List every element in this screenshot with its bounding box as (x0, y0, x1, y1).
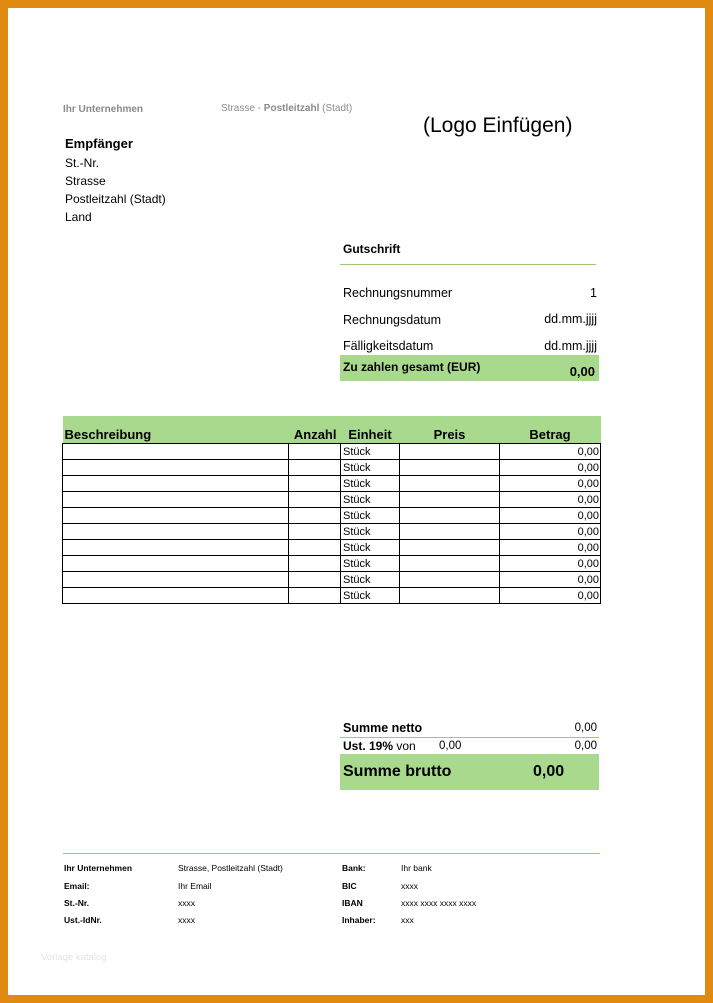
footer-vatid-label: Ust.-IdNr. (64, 915, 102, 925)
footer-holder: xxx (401, 915, 414, 925)
cell-description[interactable] (63, 476, 289, 492)
vat-value: 0,00 (574, 740, 597, 752)
col-header-unit: Einheit (341, 416, 400, 444)
footer-bic: xxxx (401, 881, 418, 891)
cell-price[interactable] (400, 556, 500, 572)
recipient-lines (65, 154, 166, 226)
invoice-number-label: Rechnungsnummer (343, 286, 453, 300)
header-postal: Postleitzahl (263, 103, 320, 114)
divider-line (340, 737, 599, 738)
header-city: (Stadt) (319, 103, 353, 114)
cell-price[interactable] (400, 508, 500, 524)
total-due-bar (340, 355, 599, 381)
cell-amount[interactable]: 0,00 (500, 572, 601, 588)
net-label: Summe netto (343, 721, 423, 735)
col-header-description: Beschreibung (63, 416, 289, 444)
recipient-line: St.-Nr. (65, 156, 100, 170)
table-row (63, 460, 601, 476)
invoice-number: 1 (590, 286, 597, 300)
col-header-quantity: Anzahl (289, 416, 341, 444)
cell-quantity[interactable] (289, 508, 341, 524)
cell-price[interactable] (400, 540, 500, 556)
footer-iban-label: IBAN (342, 898, 363, 908)
cell-description[interactable] (63, 492, 289, 508)
cell-amount[interactable]: 0,00 (500, 556, 601, 572)
vat-label: Ust. 19% (343, 739, 394, 753)
footer-vatid: xxxx (178, 915, 195, 925)
logo-placeholder: (Logo Einfügen) (423, 114, 573, 137)
vat-of: von (396, 739, 416, 753)
cell-description[interactable] (63, 572, 289, 588)
table-row (63, 540, 601, 556)
document-type: Gutschrift (343, 242, 401, 256)
cell-price[interactable] (400, 492, 500, 508)
items-table (62, 416, 601, 604)
cell-amount[interactable]: 0,00 (500, 524, 601, 540)
cell-description[interactable] (63, 556, 289, 572)
cell-amount[interactable]: 0,00 (500, 588, 601, 604)
recipient-line: Land (65, 210, 92, 224)
gross-value: 0,00 (533, 763, 565, 780)
cell-unit[interactable]: Stück (341, 508, 400, 524)
cell-price[interactable] (400, 476, 500, 492)
header-street: Strasse - (221, 103, 264, 114)
cell-quantity[interactable] (289, 492, 341, 508)
cell-quantity[interactable] (289, 524, 341, 540)
header-company: Ihr Unternehmen (63, 104, 144, 115)
footer-holder-label: Inhaber: (342, 915, 376, 925)
cell-description[interactable] (63, 524, 289, 540)
table-row (63, 588, 601, 604)
cell-description[interactable] (63, 540, 289, 556)
cell-quantity[interactable] (289, 588, 341, 604)
cell-unit[interactable]: Stück (341, 588, 400, 604)
cell-quantity[interactable] (289, 556, 341, 572)
header-address (221, 103, 352, 114)
table-row (63, 476, 601, 492)
cell-quantity[interactable] (289, 444, 341, 460)
footer-email: Ihr Email (178, 881, 212, 891)
cell-quantity[interactable] (289, 572, 341, 588)
cell-unit[interactable]: Stück (341, 460, 400, 476)
cell-unit[interactable]: Stück (341, 444, 400, 460)
cell-amount[interactable]: 0,00 (500, 540, 601, 556)
invoice-date: dd.mm.jjjj (544, 312, 597, 326)
table-row (63, 508, 601, 524)
divider-line (340, 264, 596, 265)
cell-description[interactable] (63, 460, 289, 476)
cell-price[interactable] (400, 444, 500, 460)
cell-description[interactable] (63, 508, 289, 524)
table-row (63, 492, 601, 508)
cell-description[interactable] (63, 444, 289, 460)
footer-taxno: xxxx (178, 898, 195, 908)
net-value: 0,00 (574, 722, 597, 734)
cell-amount[interactable]: 0,00 (500, 476, 601, 492)
vat-base: 0,00 (439, 740, 462, 752)
cell-amount[interactable]: 0,00 (500, 492, 601, 508)
cell-unit[interactable]: Stück (341, 540, 400, 556)
gross-total-bar (340, 754, 599, 790)
cell-unit[interactable]: Stück (341, 524, 400, 540)
due-date-label: Fälligkeitsdatum (343, 339, 434, 353)
col-header-price: Preis (400, 416, 500, 444)
cell-price[interactable] (400, 524, 500, 540)
footer-bic-label: BIC (342, 881, 357, 891)
recipient-title: Empfänger (65, 136, 133, 151)
cell-amount[interactable]: 0,00 (500, 460, 601, 476)
cell-unit[interactable]: Stück (341, 556, 400, 572)
cell-quantity[interactable] (289, 460, 341, 476)
cell-price[interactable] (400, 588, 500, 604)
table-row (63, 572, 601, 588)
cell-unit[interactable]: Stück (341, 572, 400, 588)
cell-amount[interactable]: 0,00 (500, 508, 601, 524)
total-due-value: 0,00 (569, 364, 595, 379)
cell-quantity[interactable] (289, 540, 341, 556)
cell-unit[interactable]: Stück (341, 476, 400, 492)
col-header-amount: Betrag (500, 416, 601, 444)
cell-price[interactable] (400, 460, 500, 476)
footer-bank: Ihr bank (401, 863, 432, 873)
due-date: dd.mm.jjjj (544, 339, 597, 353)
footer-iban: xxxx xxxx xxxx xxxx (401, 898, 477, 908)
recipient-line: Strasse (65, 174, 106, 188)
table-header-row (63, 416, 601, 444)
recipient-line: Postleitzahl (Stadt) (65, 192, 166, 206)
table-row (63, 444, 601, 460)
cell-amount[interactable]: 0,00 (500, 444, 601, 460)
total-due-label: Zu zahlen gesamt (EUR) (343, 360, 481, 374)
footer-company: Ihr Unternehmen (64, 863, 133, 873)
invoice-page (8, 8, 705, 995)
vat-row (343, 739, 416, 753)
footer-address: Strasse, Postleitzahl (Stadt) (178, 863, 283, 873)
cell-description[interactable] (63, 588, 289, 604)
footer-divider (63, 853, 600, 854)
footer-email-label: Email: (64, 881, 90, 891)
footer-bank-label: Bank: (342, 863, 366, 873)
gross-label: Summe brutto (343, 763, 452, 780)
table-row (63, 556, 601, 572)
watermark: Vorlage katalog (41, 952, 107, 963)
footer-taxno-label: St.-Nr. (64, 898, 90, 908)
table-row (63, 524, 601, 540)
cell-price[interactable] (400, 572, 500, 588)
invoice-date-label: Rechnungsdatum (343, 313, 441, 327)
cell-quantity[interactable] (289, 476, 341, 492)
cell-unit[interactable]: Stück (341, 492, 400, 508)
